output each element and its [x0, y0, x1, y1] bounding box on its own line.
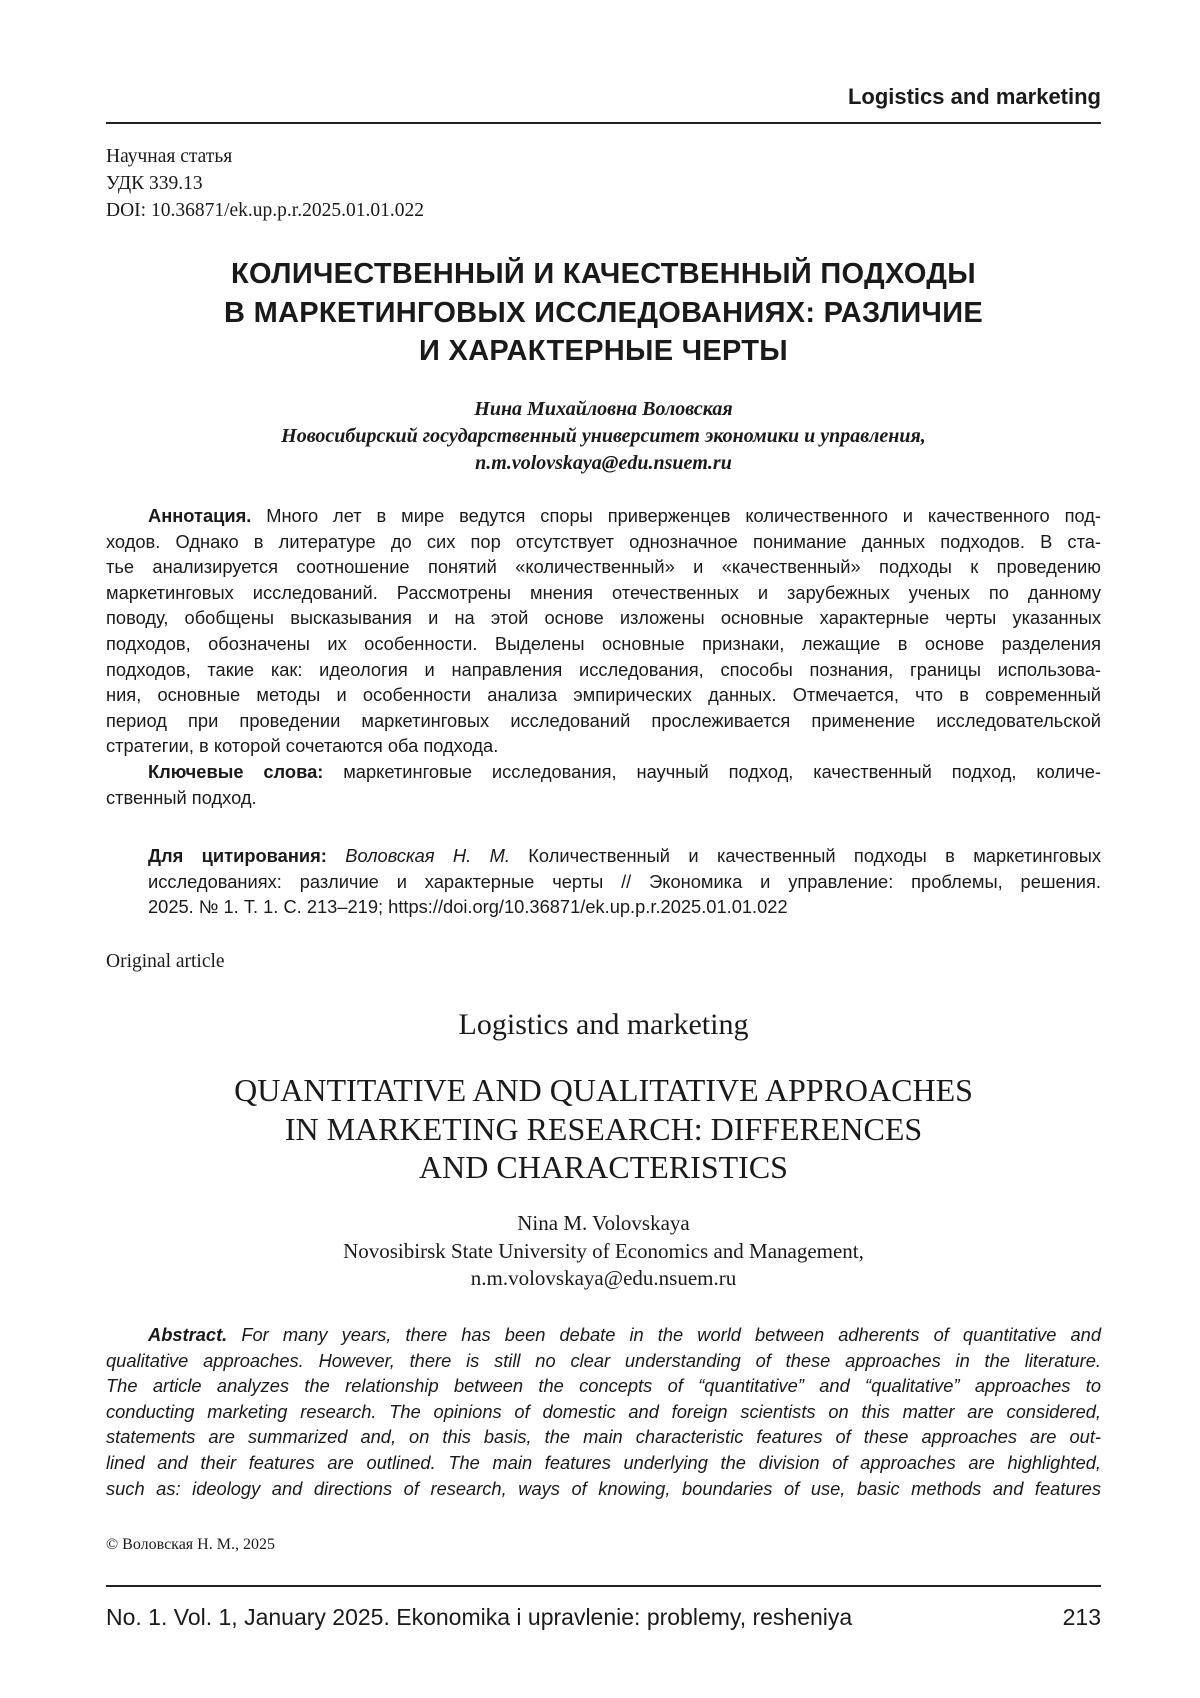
ru-author-block: [106, 396, 1101, 477]
ru-title: [106, 255, 1101, 371]
footer-journal: No. 1. Vol. 1, January 2025. Ekonomika i upravlenie: problemy, resheniya: [106, 1604, 852, 1631]
author-name: Нина Михайловна Воловская: [106, 396, 1101, 423]
line: qualitative approaches. However, there is still no clear understanding of these approaches in the literature.: [106, 1348, 1101, 1374]
page-number: 213: [1063, 1604, 1101, 1631]
line: маркетинговые исследования, научный подход, качественный подход, количе-: [323, 761, 1101, 782]
affiliation: Novosibirsk State University of Economics and Management,: [106, 1238, 1101, 1266]
title-line: IN MARKETING RESEARCH: DIFFERENCES: [106, 1110, 1101, 1149]
copyright: © Воловская Н. М., 2025: [106, 1536, 275, 1554]
title-line: КОЛИЧЕСТВЕННЫЙ И КАЧЕСТВЕННЫЙ ПОДХОДЫ: [106, 255, 1101, 294]
line: поводу, обобщены высказывания и на этой основе изложены основные характерные черты указанных: [106, 605, 1101, 631]
line: ходов. Однако в литературе до сих пор отсутствует однозначное понимание данных подходов. В ста-: [106, 529, 1101, 555]
line: подходов, обозначены их особенности. Выделены основные признаки, лежащие в основе разделения: [106, 631, 1101, 657]
header-divider: [106, 122, 1101, 124]
email: n.m.volovskaya@edu.nsuem.ru: [106, 450, 1101, 477]
title-line: В МАРКЕТИНГОВЫХ ИССЛЕДОВАНИЯХ: РАЗЛИЧИЕ: [106, 294, 1101, 333]
en-section: Logistics and marketing: [106, 1008, 1101, 1042]
line: период при проведении маркетинговых исследований прослеживается применение исследовательской: [106, 708, 1101, 734]
en-abstract: [106, 1322, 1101, 1501]
footer-divider: [106, 1585, 1101, 1587]
author-name: Nina M. Volovskaya: [106, 1210, 1101, 1238]
title-line: AND CHARACTERISTICS: [106, 1148, 1101, 1187]
line: Количественный и качественный подходы в маркетинговых: [510, 845, 1101, 866]
citation: [106, 843, 1101, 920]
line: conducting marketing research. The opinions of domestic and foreign scientists on this matter are considered,: [106, 1399, 1101, 1425]
line: such as: ideology and directions of research, ways of knowing, boundaries of use, basic methods and features: [106, 1476, 1101, 1502]
keywords-label: Ключевые слова:: [148, 761, 323, 782]
line: For many years, there has been debate in the world between adherents of quantitative and: [227, 1324, 1101, 1345]
article-meta: [106, 143, 424, 224]
title-line: QUANTITATIVE AND QUALITATIVE APPROACHES: [106, 1071, 1101, 1110]
email: n.m.volovskaya@edu.nsuem.ru: [106, 1265, 1101, 1293]
en-author-block: [106, 1210, 1101, 1293]
line: statements are summarized and, on this basis, the main characteristic features of these approaches are out-: [106, 1424, 1101, 1450]
abstract-label: Abstract.: [148, 1324, 227, 1345]
article-type: Научная статья: [106, 143, 424, 170]
abstract-label: Аннотация.: [148, 505, 251, 526]
en-title: [106, 1071, 1101, 1187]
original-article-label: Original article: [106, 951, 225, 973]
cite-label: Для цитирования:: [148, 845, 327, 866]
title-line: И ХАРАКТЕРНЫЕ ЧЕРТЫ: [106, 332, 1101, 371]
line: тье анализируется соотношение понятий «количественный» и «качественный» подходы к проведению: [106, 554, 1101, 580]
line: подходов, такие как: идеология и направления исследования, способы познания, границы использова-: [106, 657, 1101, 683]
line: ственный подход.: [106, 785, 1101, 811]
line: 2025. № 1. Т. 1. С. 213–219; https://doi.org/10.36871/ek.up.p.r.2025.01.01.022: [106, 894, 1101, 920]
line: The article analyzes the relationship between the concepts of “quantitative” and “qualitative” approaches to: [106, 1373, 1101, 1399]
line: lined and their features are outlined. The main features underlying the division of approaches are highlighted,: [106, 1450, 1101, 1476]
udc: УДК 339.13: [106, 170, 424, 197]
doi: DOI: 10.36871/ek.up.p.r.2025.01.01.022: [106, 197, 424, 224]
line: маркетинговых исследований. Рассмотрены мнения отечественных и зарубежных ученых по данному: [106, 580, 1101, 606]
running-header: Logistics and marketing: [848, 84, 1101, 110]
line: исследованиях: различие и характерные черты // Экономика и управление: проблемы, решения.: [106, 869, 1101, 895]
line: Много лет в мире ведутся споры приверженцев количественного и качественного под-: [251, 505, 1101, 526]
affiliation: Новосибирский государственный университет экономики и управления,: [106, 423, 1101, 450]
cite-author: Воловская Н. М.: [327, 845, 510, 866]
line: стратегии, в которой сочетаются оба подхода.: [106, 733, 1101, 759]
line: ния, основные методы и особенности анализа эмпирических данных. Отмечается, что в современный: [106, 682, 1101, 708]
ru-abstract: [106, 503, 1101, 810]
